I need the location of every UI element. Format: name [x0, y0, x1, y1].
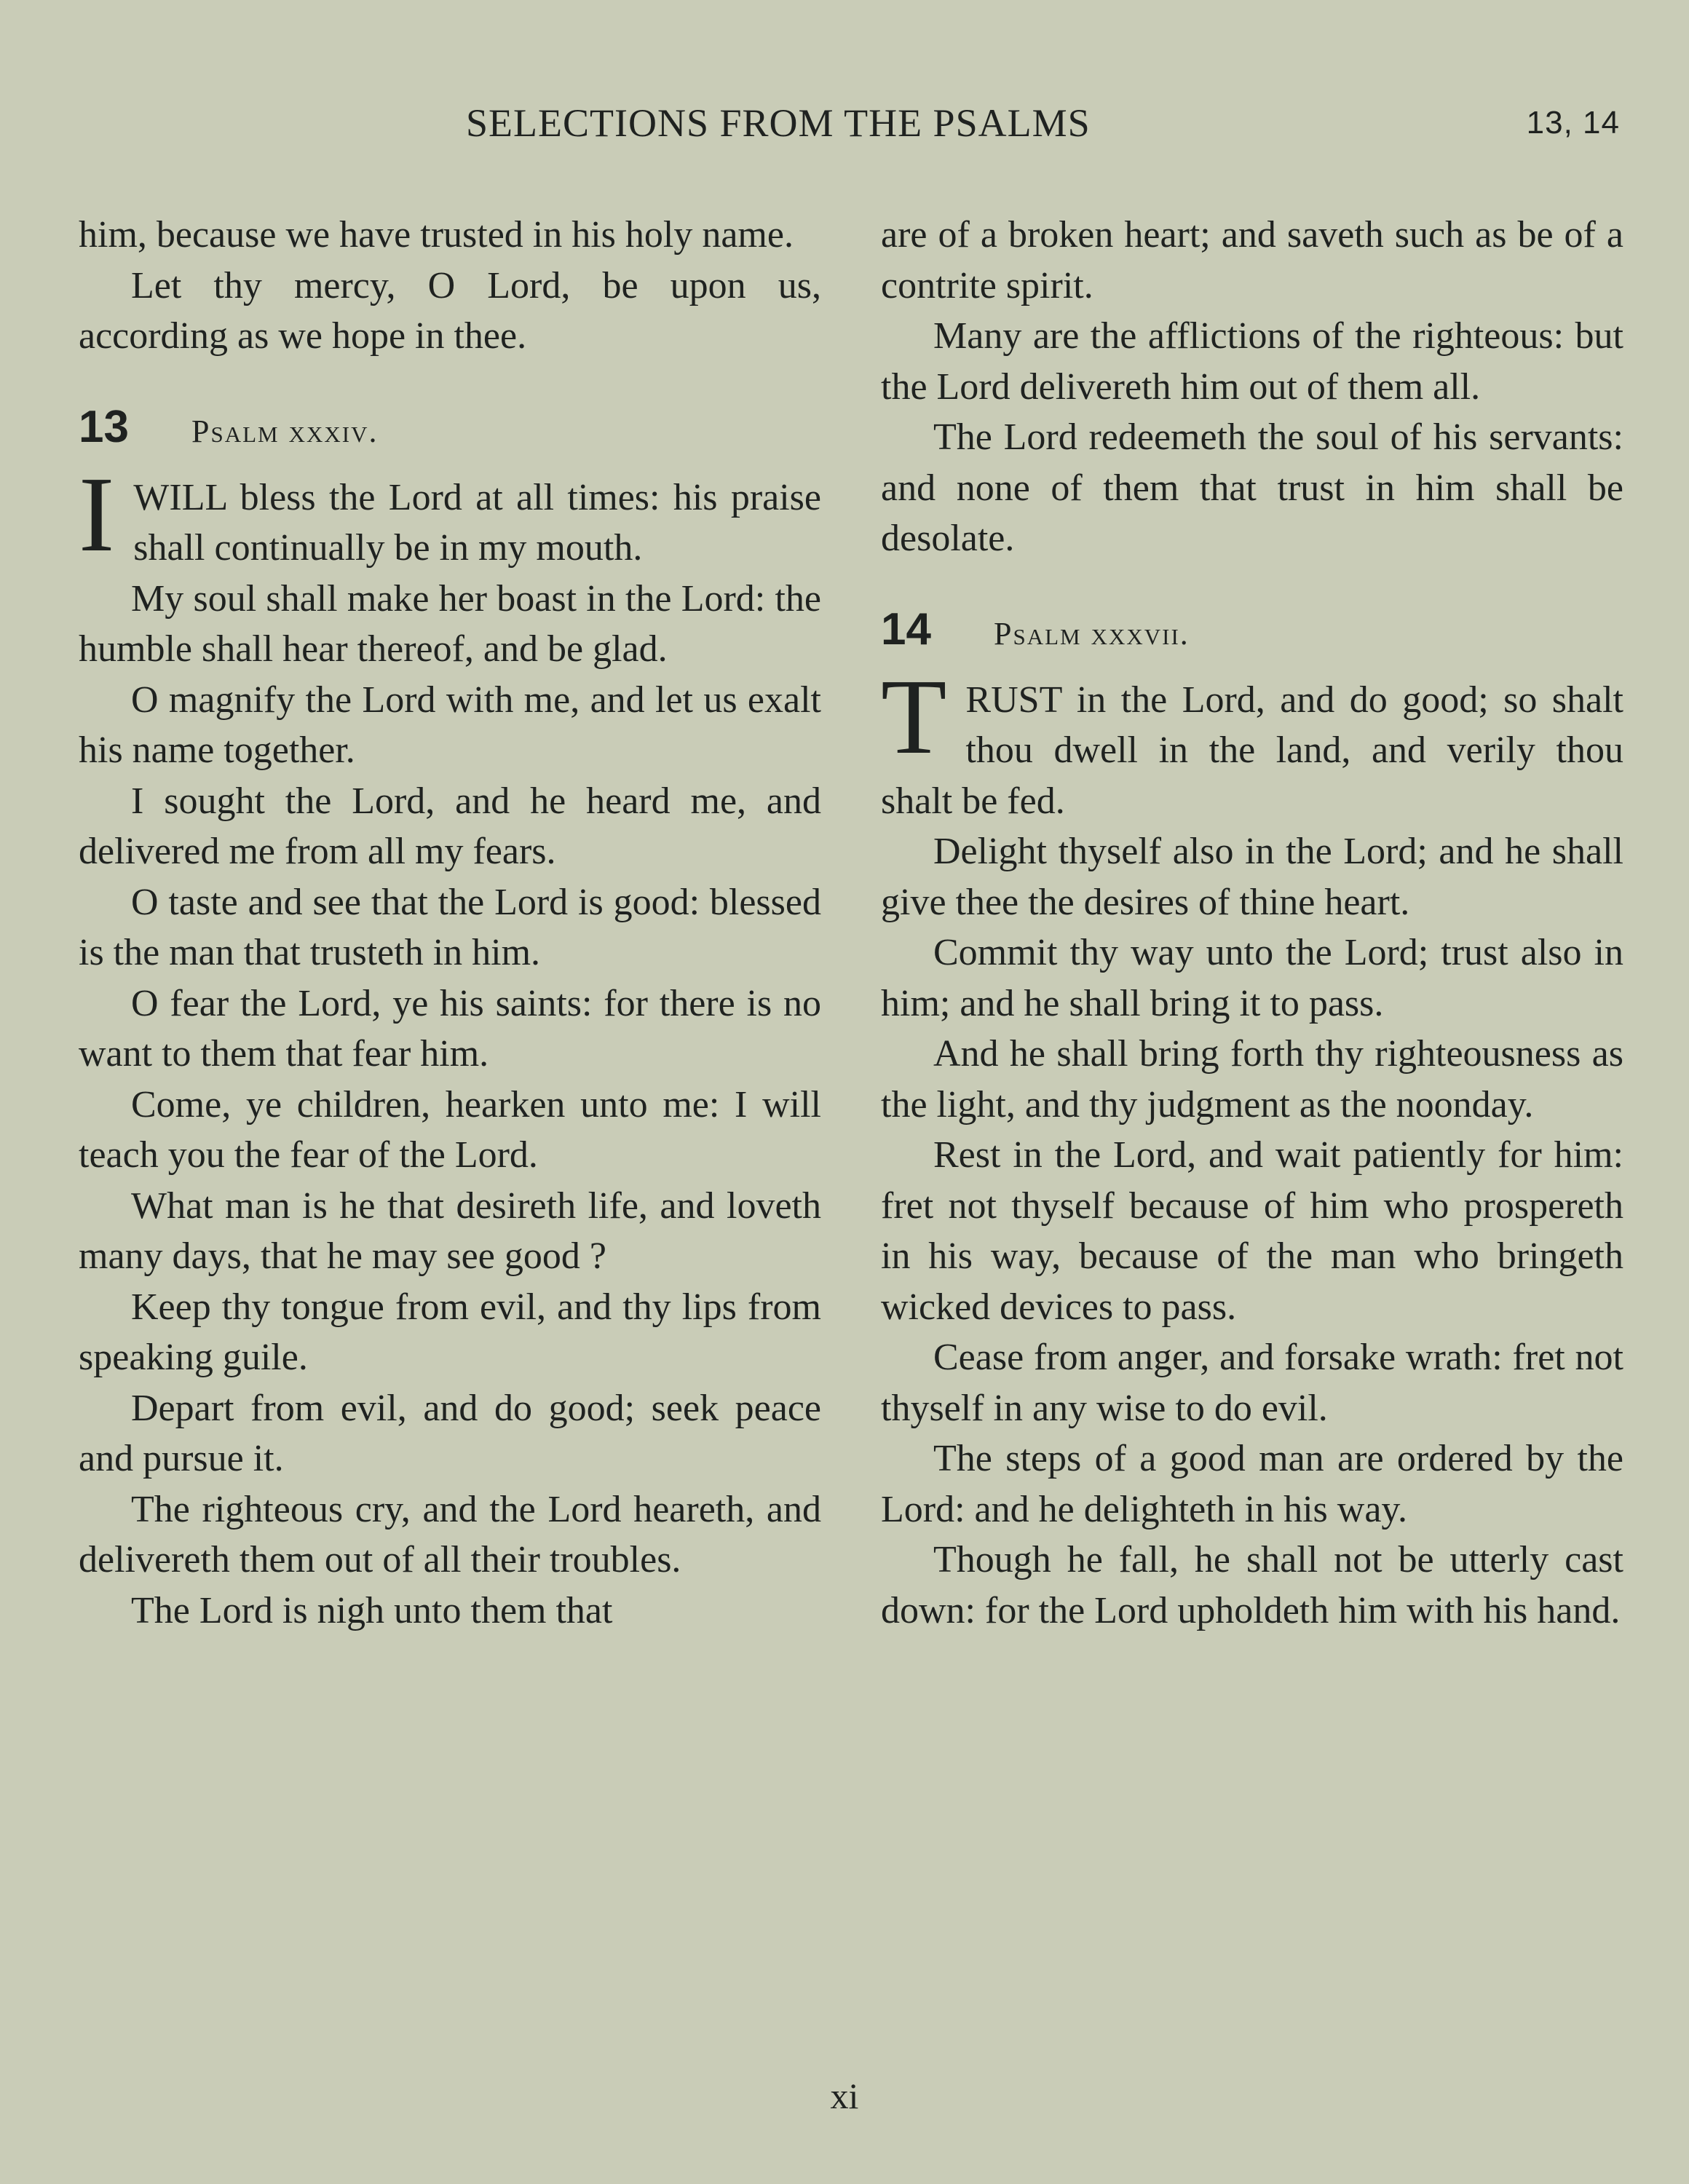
verse: I sought the Lord, and he heard me, and delivered me from all my fears.	[79, 780, 821, 872]
paragraph: The Lord redeemeth the soul of his servants: and none of them that trust in him shall be desolate.	[881, 416, 1623, 559]
psalm-number: 13	[79, 401, 129, 452]
verse: Commit thy way unto the Lord; trust also in him; and he shall bring it to pass.	[881, 932, 1623, 1024]
page-number: xi	[830, 2076, 859, 2116]
first-verse	[79, 454, 821, 574]
right-column	[881, 210, 1623, 1636]
verse: My soul shall make her boast in the Lord: the humble shall hear thereof, and be glad.	[79, 577, 821, 670]
drop-cap: T	[881, 657, 947, 777]
verse: O taste and see that the Lord is good: blessed is the man that trusteth in him.	[79, 881, 821, 973]
psalm-heading	[881, 601, 1623, 659]
verse: O magnify the Lord with me, and let us exalt his name together.	[79, 678, 821, 771]
paragraph: Many are the afflictions of the righteous: but the Lord delivereth him out of them all.	[881, 315, 1623, 408]
paragraph: him, because we have trusted in his holy name.	[79, 214, 794, 256]
psalm-heading	[79, 398, 821, 456]
psalm-title: Psalm xxxiv.	[191, 413, 379, 449]
verse: Delight thyself also in the Lord; and he shall give thee the desires of thine heart.	[881, 831, 1623, 923]
first-verse	[881, 657, 1623, 827]
verse: Depart from evil, and do good; seek peace and pursue it.	[79, 1387, 821, 1479]
verse: Cease from anger, and forsake wrath: fret not thyself in any wise to do evil.	[881, 1337, 1623, 1429]
first-verse-text: WILL bless the Lord at all times: his praise shall continually be in my mouth.	[133, 476, 821, 569]
paragraph: Let thy mercy, O Lord, be upon us, according as we hope in thee.	[79, 264, 821, 357]
first-verse-text: RUST in the Lord, and do good; so shalt thou dwell in the land, and verily thou shalt be fed.	[881, 678, 1623, 822]
running-title: SELECTIONS FROM THE PSALMS	[466, 101, 1091, 145]
page-range: 13, 14	[1526, 105, 1620, 141]
paragraph: are of a broken heart; and saveth such as be of a contrite spirit.	[881, 214, 1623, 306]
verse: The righteous cry, and the Lord heareth, and delivereth them out of all their troubles.	[79, 1488, 821, 1580]
verse: And he shall bring forth thy righteousness as the light, and thy judgment as the noonday.	[881, 1033, 1623, 1125]
verse: O fear the Lord, ye his saints: for there is no want to them that fear him.	[79, 982, 821, 1075]
drop-cap: I	[79, 454, 115, 574]
verse: The steps of a good man are ordered by the Lord: and he delighteth in his way.	[881, 1438, 1623, 1530]
verse: The Lord is nigh unto them that	[131, 1589, 613, 1631]
psalm-number: 14	[881, 604, 931, 654]
verse: What man is he that desireth life, and loveth many days, that he may see good ?	[79, 1184, 821, 1277]
psalm-title: Psalm xxxvii.	[994, 615, 1190, 652]
verse: Rest in the Lord, and wait patiently for him: fret not thyself because of him who prospereth in his way, because of the man who bringeth wicked devices to pass.	[881, 1134, 1623, 1328]
verse: Come, ye children, hearken unto me: I will teach you the fear of the Lord.	[79, 1083, 821, 1176]
left-column	[79, 210, 821, 1636]
verse: Keep thy tongue from evil, and thy lips from speaking guile.	[79, 1286, 821, 1378]
verse: Though he fall, he shall not be utterly cast down: for the Lord upholdeth him with his hand.	[881, 1539, 1623, 1631]
